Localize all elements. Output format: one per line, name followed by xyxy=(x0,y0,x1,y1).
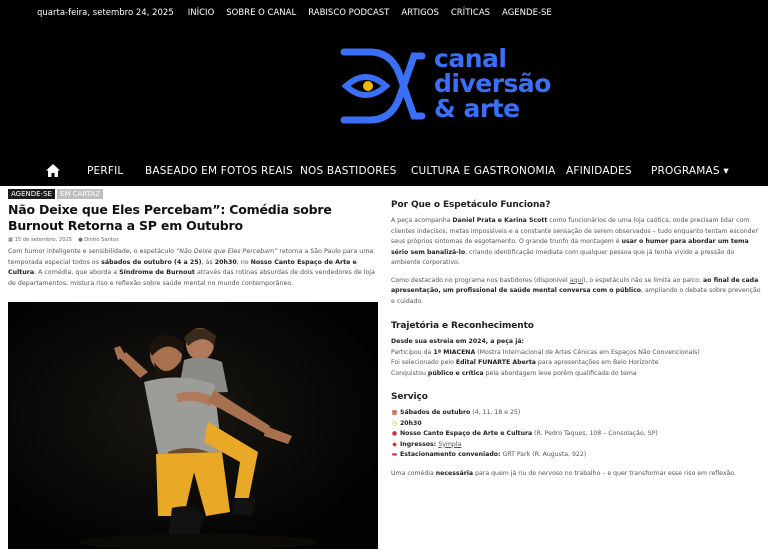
logo-line-3: & arte xyxy=(434,94,520,123)
highlight: Edital FUNARTE Aberta xyxy=(455,359,536,366)
text: (R. Pedro Taques, 108 – Consolação, SP) xyxy=(532,430,658,437)
nav-programas-dropdown[interactable]: PROGRAMAS ▾ xyxy=(651,165,729,177)
section-paragraph xyxy=(391,216,761,269)
parking-label: Estacionamento conveniado: xyxy=(400,451,501,458)
section-why-it-works xyxy=(391,200,761,307)
section-trajetoria xyxy=(391,321,761,379)
ticket-icon: ◆ xyxy=(392,440,397,448)
article-title: Não Deixe que Eles Percebam”: Comédia sobre Burnout Retorna a SP em Outubro xyxy=(8,202,332,233)
article-sidebar xyxy=(391,200,761,479)
text: Uma comédia xyxy=(391,469,436,477)
logo-line-1: canal xyxy=(434,44,507,73)
article-photo xyxy=(8,302,378,549)
section-title: Trajetória e Reconhecimento xyxy=(391,321,534,331)
intro-topic: Síndrome de Burnout xyxy=(119,269,195,276)
article-author[interactable] xyxy=(78,237,119,243)
user-icon: ● xyxy=(78,237,83,243)
tag-agende-se[interactable]: AGENDE-SE xyxy=(8,189,55,199)
service-item xyxy=(391,450,761,461)
calendar-icon: ▦ xyxy=(8,237,13,243)
text: (Mostra Internacional de Artes Cênicas em Espaços Não Convencionais) xyxy=(475,348,700,356)
site-logo[interactable] xyxy=(340,46,570,128)
text: A peça acompanha xyxy=(391,217,453,224)
text: pela abordagem leve porém qualificada do tema xyxy=(483,369,637,377)
actors-names: Daniel Prata e Karina Scott xyxy=(452,217,548,224)
text: como funcionários de uma loja caótica, onde precisam lidar com clientes indecisos, metas impossíveis e a constante sensação de serem observados – tudo enquanto tentam esconder seus próprios sintomas de esgotamento. O grande trunfo da montagem é xyxy=(391,217,758,245)
service-item xyxy=(391,429,761,440)
list-item xyxy=(391,348,761,359)
top-link-artigos[interactable]: ARTIGOS xyxy=(401,8,439,18)
home-icon[interactable] xyxy=(46,164,60,177)
article-main xyxy=(8,189,378,289)
text: Participou da xyxy=(391,348,434,356)
list-item xyxy=(391,358,761,369)
current-date: quarta-feira, setembro 24, 2025 xyxy=(37,8,174,18)
service-item xyxy=(391,440,761,451)
clock-icon: ◷ xyxy=(391,419,398,427)
text: para apresentações em Belo Horizonte xyxy=(535,359,659,366)
text: Conquistou xyxy=(391,369,428,377)
intro-text: Com humor inteligente e sensibilidade, o espetáculo xyxy=(8,248,177,255)
highlight: usar o humor para abordar um tema sério sem banalizá-lo xyxy=(391,238,749,256)
highlight: 1ª MIACENA xyxy=(433,348,476,356)
nav-baseado-em-fotos-reais[interactable]: BASEADO EM FOTOS REAIS xyxy=(145,165,293,177)
intro-days: sábados de outubro (4 a 25) xyxy=(101,258,202,266)
car-icon: ▬ xyxy=(391,451,398,458)
intro-text: retorna a São Paulo para uma temporada especial todos os xyxy=(8,248,374,266)
nav-nos-bastidores[interactable]: NOS BASTIDORES xyxy=(300,165,397,177)
text: Foi selecionado pelo xyxy=(391,359,456,366)
top-link-criticas[interactable]: CRÍTICAS xyxy=(450,8,491,18)
highlight: necessária xyxy=(435,469,474,477)
intro-text: . A comédia, que aborda a xyxy=(34,269,120,276)
text: GRT Park (R. Augusta, 922) xyxy=(500,451,587,458)
highlight: público e crítica xyxy=(427,369,484,377)
text: ), o espetáculo não se limita ao palco: xyxy=(583,276,703,284)
main-navigation xyxy=(0,156,768,186)
article-date-text: 15 de setembro, 2025 xyxy=(14,237,73,243)
text: Como destacado no programa nos bastidores (disponível xyxy=(391,276,570,284)
nav-afinidades[interactable]: AFINIDADES xyxy=(566,165,632,177)
intro-text: através das rotinas absurdas de dois vendedores de loja de departamentos, mistura riso e reflexão sobre saúde mental no mundo contemporâneo. xyxy=(8,269,375,287)
article-author-name: Dinho Santos xyxy=(84,237,119,243)
actors-photo xyxy=(8,302,378,549)
service-venue: Nosso Canto Espaço de Arte e Cultura xyxy=(400,430,533,437)
section-servico xyxy=(391,392,761,479)
intro-text: , no xyxy=(236,258,251,266)
text: , ampliando o debate sobre prevenção e cuidado. xyxy=(391,287,761,305)
section-title: Por Que o Espetáculo Funciona? xyxy=(391,200,551,210)
intro-text: , às xyxy=(201,258,215,266)
logo-wordmark xyxy=(434,46,551,121)
top-bar xyxy=(0,0,768,26)
service-time: 20h30 xyxy=(400,419,422,427)
service-dates: Sábados de outubro xyxy=(400,409,471,416)
highlight: ao final de cada apresentação, um profissional de saúde mental conversa com o público xyxy=(391,276,759,294)
map-pin-icon: ● xyxy=(391,430,398,437)
top-link-podcast[interactable]: RABISCO PODCAST xyxy=(308,8,390,18)
nav-perfil[interactable]: PERFIL xyxy=(87,165,124,177)
intro-show-name: “Não Deixe que Eles Percebam” xyxy=(176,248,278,255)
sympla-link[interactable]: Sympla xyxy=(438,440,462,448)
nav-cultura-e-gastronomia[interactable]: CULTURA E GASTRONOMIA xyxy=(411,165,556,177)
article-date xyxy=(8,237,72,243)
top-link-agende[interactable]: AGENDE-SE xyxy=(502,8,552,18)
site-header xyxy=(0,26,768,156)
tag-em-cartaz[interactable]: EM CARTAZ xyxy=(57,189,103,199)
lead-text: Desde sua estreia em 2024, a peça já: xyxy=(391,338,524,345)
intro-time: 20h30 xyxy=(214,258,237,266)
article-intro xyxy=(8,247,378,289)
section-paragraph xyxy=(391,276,761,308)
list-item xyxy=(391,369,761,380)
tickets-label: Ingressos: xyxy=(400,440,439,448)
service-item xyxy=(391,419,761,430)
service-item xyxy=(391,408,761,419)
logo-line-2: diversão xyxy=(434,69,551,98)
top-link-inicio[interactable]: INÍCIO xyxy=(187,8,215,18)
text: (4, 11, 18 e 25) xyxy=(470,409,521,416)
section-lead xyxy=(391,337,761,348)
top-link-sobre[interactable]: SOBRE O CANAL xyxy=(226,8,297,18)
text: , criando identificação imediata com qualquer pessoa que já tenha vivido a pressão do ambiente corporativo. xyxy=(391,248,735,266)
intro-venue: Nosso Canto Espaço de Arte e Cultura xyxy=(8,258,357,276)
aqui-link[interactable]: aqui xyxy=(569,276,584,284)
article-meta xyxy=(8,237,378,243)
article-tags xyxy=(8,189,378,199)
closing-paragraph xyxy=(391,469,761,480)
logo-mark-icon xyxy=(340,46,430,126)
calendar-icon: ▦ xyxy=(391,409,398,416)
text: para quem já riu de nervoso no trabalho – e quer transformar esse riso em reflexão. xyxy=(473,469,736,477)
section-title: Serviço xyxy=(391,392,428,402)
